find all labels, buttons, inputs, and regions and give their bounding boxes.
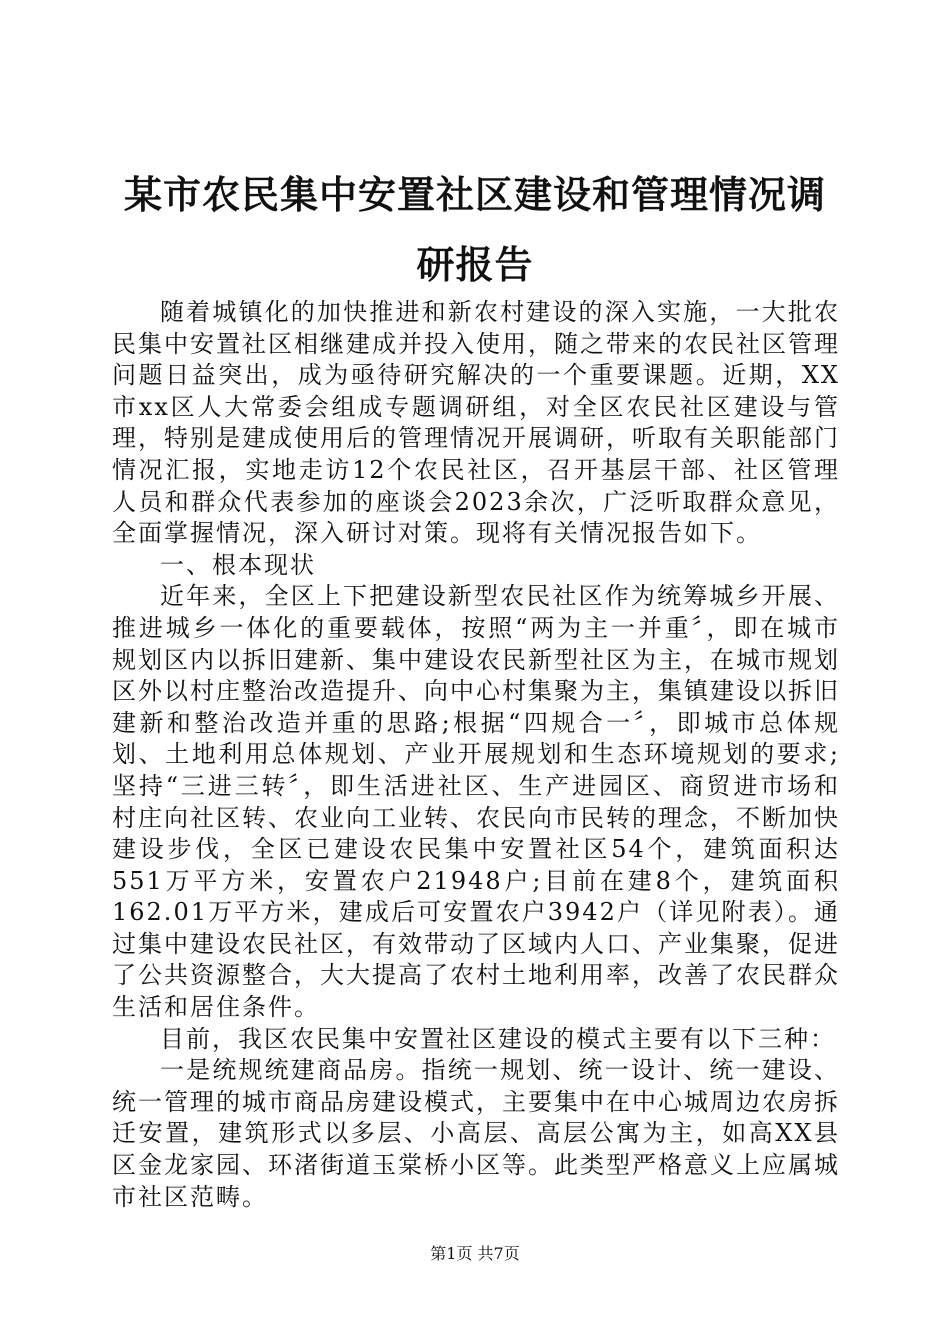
section-heading: 一、根本现状 — [160, 550, 316, 579]
paragraph-model-one: 一是统规统建商品房。指统一规划、统一设计、统一建设、统一管理的城市商品房建设模式，主要集中在中心城周边农房拆迁安置，建筑形式以多层、小高层、高层公寓为主，如高XX县区金龙家园、环渚街道玉棠桥小区等。此类型严格意义上应属城市社区范畴。 — [112, 1056, 840, 1211]
document-body — [112, 297, 840, 1213]
page-footer: 第1页 共7页 — [430, 1244, 520, 1263]
paragraph-models-intro: 目前，我区农民集中安置社区建设的模式主要有以下三种： — [160, 1024, 836, 1053]
document-title: 某市农民集中安置社区建设和管理情况调研报告 — [123, 173, 826, 287]
paragraph-current-status: 近年来，全区上下把建设新型农民社区作为统筹城乡开展、推进城乡一体化的重要载体，按照“两为主一并重〞，即在城市规划区内以拆旧建新、集中建设农民新型社区为主，在城市规划区外以村庄整治改造提升、向中心村集聚为主，集镇建设以拆旧建新和整治改造并重的思路;根据“四规合一〞，即城市总体规划、土地利用总体规划、产业开展规划和生态环境规划的要求;坚持“三进三转〞，即生活进社区、生产进园区、商贸进市场和村庄向社区转、农业向工业转、农民向市民转的理念，不断加快建设步伐，全区已建设农民集中安置社区54个，建筑面积达551万平方米，安置农户21948户;目前在建8个，建筑面积162.01万平方米，建成后可安置农户3942户（详见附表）。通过集中建设农民社区，有效带动了区域内人口、产业集聚，促进了公共资源整合，大大提高了农村土地利用率，改善了农民群众生活和居住条件。 — [112, 582, 840, 1022]
paragraph-intro: 随着城镇化的加快推进和新农村建设的深入实施，一大批农民集中安置社区相继建成并投入使用，随之带来的农民社区管理问题日益突出，成为亟待研究解决的一个重要课题。近期，XX市xx区人大常委会组成专题调研组，对全区农民社区建设与管理，特别是建成使用后的管理情况开展调研，听取有关职能部门情况汇报，实地走访12个农民社区，召开基层干部、社区管理人员和群众代表参加的座谈会2023余次，广泛听取群众意见，全面掌握情况，深入研讨对策。现将有关情况报告如下。 — [112, 298, 840, 548]
